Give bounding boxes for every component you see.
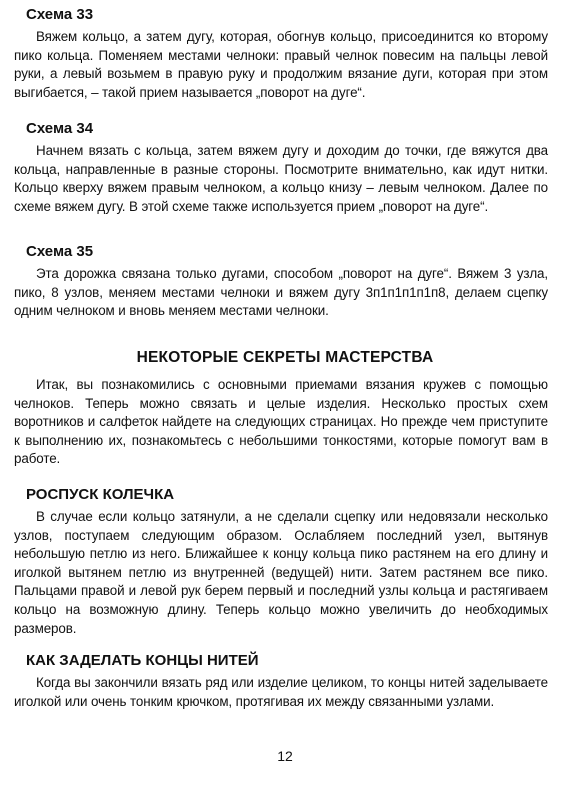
thread-ends-text: Когда вы закончили вязать ряд или изделие целиком, то концы нитей заделываете иголкой или очень тонким крючком, протягивая их между связанными узлами. bbox=[14, 675, 548, 709]
scheme-33-heading: Схема 33 bbox=[26, 6, 94, 23]
scheme-35-text: Эта дорожка связана только дугами, способом „поворот на дуге“. Вяжем 3 узла, пико, 8 узлов, меняем местами челноки и вяжем дугу 3п1п1п1п1п8, делаем сцепку одним челноком и вновь меняем местами челноки. bbox=[14, 266, 548, 319]
ring-undo-text: В случае если кольцо затянули, а не сделали сцепку или недовязали несколько узлов, поступаем следующим образом. Ослабляем последний узел, вытянув небольшую петлю из него. Ближайшее к концу кольца пико растянем на его длину и иголкой вытянем петлю из внутренней (ведущей) нити. Затем растянем все пико. Пальцами правой и левой рук берем первый и последний узлы кольца и растягиваем кольцо на возможную длину. Теперь кольцо можно увеличить до необходимых размеров. bbox=[14, 509, 548, 636]
thread-ends-heading: КАК ЗАДЕЛАТЬ КОНЦЫ НИТЕЙ bbox=[26, 652, 259, 669]
page-number: 12 bbox=[277, 748, 293, 764]
scheme-33-block bbox=[14, 6, 548, 102]
section-intro-block bbox=[14, 376, 548, 469]
section-heading: НЕКОТОРЫЕ СЕКРЕТЫ МАСТЕРСТВА bbox=[136, 349, 434, 366]
scheme-33-text: Вяжем кольцо, а затем дугу, которая, обогнув кольцо, присоединится ко второму пико кольца. Поменяем местами челноки: правый челнок повесим на пальцы левой руки, а левый возьмем в правую руку и продолжим вязание дуги, которая при этом выгибается, – такой прием называется „поворот на дуге“. bbox=[14, 29, 548, 100]
scheme-35-block bbox=[14, 243, 548, 321]
scheme-34-block bbox=[14, 120, 548, 216]
thread-ends-block bbox=[14, 652, 548, 711]
scheme-35-heading: Схема 35 bbox=[26, 243, 94, 260]
scheme-34-text: Начнем вязать с кольца, затем вяжем дугу и доходим до точки, где вяжутся два кольца, направленные в разные стороны. Посмотрите внимательно, как идут нитки. Кольцо кверху вяжем правым челноком, а кольцо книзу – левым челноком. Далее по схеме вяжем дугу. В этой схеме также используется прием „поворот на дуге“. bbox=[14, 143, 548, 214]
scheme-34-heading: Схема 34 bbox=[26, 120, 94, 137]
ring-undo-block bbox=[14, 486, 548, 638]
section-intro-text: Итак, вы познакомились с основными приемами вязания кружев с помощью челноков. Теперь можно связать и целые изделия. Несколько простых схем воротников и салфеток найдете на следующих страницах. Но прежде чем приступите к выполнению их, познакомьтесь с небольшими тонкостями, которые помогут вам в работе. bbox=[14, 377, 548, 467]
ring-undo-heading: РОСПУСК КОЛЕЧКА bbox=[26, 486, 175, 503]
